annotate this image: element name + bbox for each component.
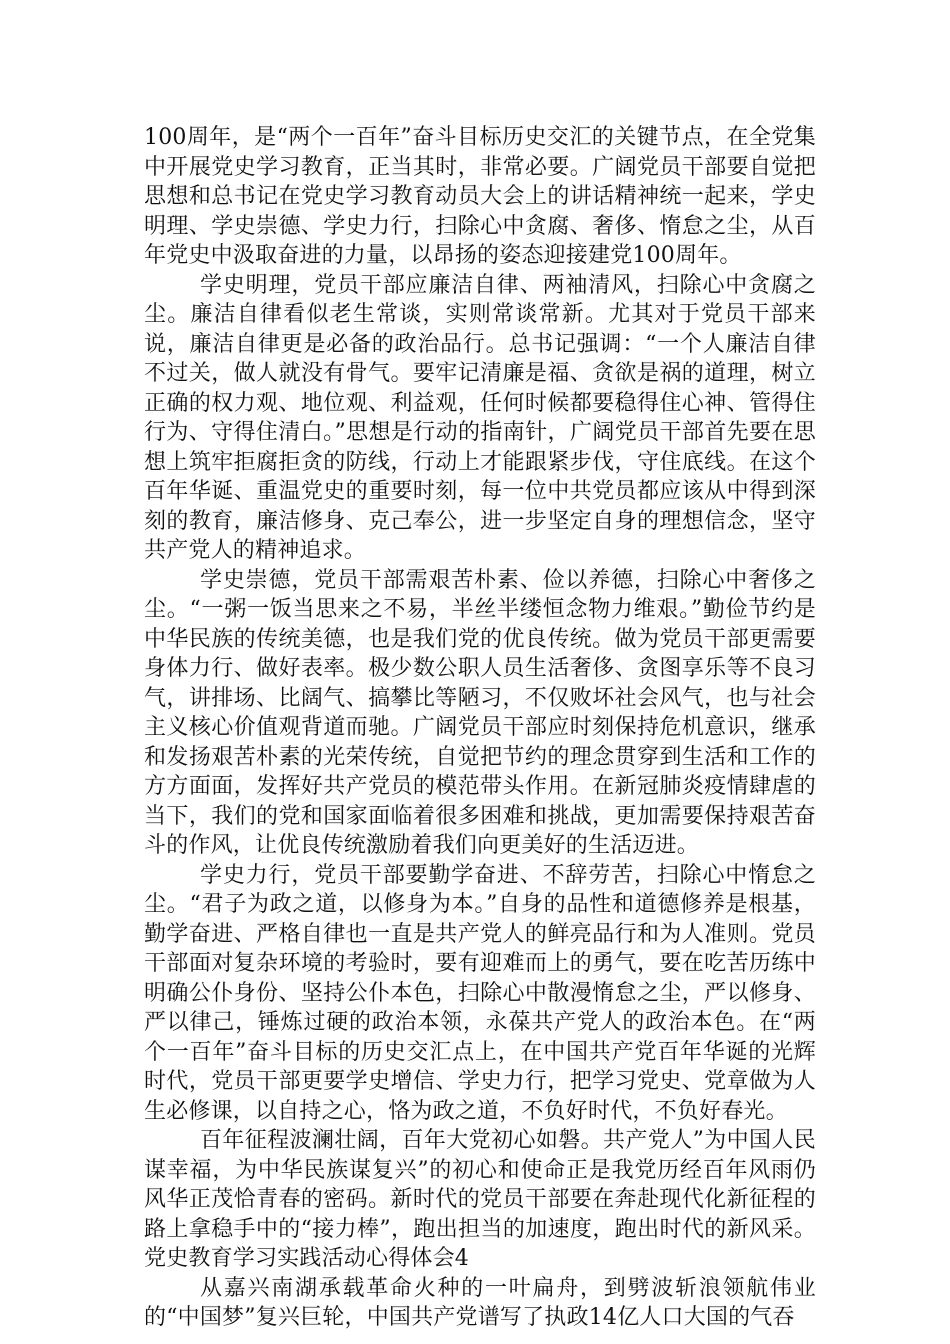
- paragraph-learn-virtue: 学史崇德，党员干部需艰苦朴素、俭以养德，扫除心中奢侈之尘。“一粥一饭当思来之不易，半丝半缕恒念物力维艰。”勤俭节约是中华民族的传统美德，也是我们党的优良传统。做为党员干部更需要身体力行、做好表率。极少数公职人员生活奢侈、贪图享乐等不良习气，讲排场、比阔气、搞攀比等陋习，不仅败坏社会风气，也与社会主义核心价值观背道而驰。广阔党员干部应时刻保持危机意识，继承和发扬艰苦朴素的光荣传统，自觉把节约的理念贯穿到生活和工作的方方面面，发挥好共产党员的模范带头作用。在新冠肺炎疫情肆虐的当下，我们的党和国家面临着很多困难和挑战，更加需要保持艰苦奋斗的作风，让优良传统激励着我们向更美好的生活迈进。: [144, 567, 816, 858]
- paragraph-learn-reason: 学史明理，党员干部应廉洁自律、两袖清风，扫除心中贪腐之尘。廉洁自律看似老生常谈，实则常谈常新。尤其对于党员干部来说，廉洁自律更是必备的政治品行。总书记强调：“一个人廉洁自律不过关，做人就没有骨气。要牢记清廉是福、贪欲是祸的道理，树立正确的权力观、地位观、利益观，任何时候都要稳得住心神、管得住行为、守得住清白。”思想是行动的指南针，广阔党员干部首先要在思想上筑牢拒腐拒贪的防线，行动上才能跟紧步伐，守住底线。在这个百年华诞、重温党史的重要时刻，每一位中共党员都应该从中得到深刻的教育，廉洁修身、克己奉公，进一步坚定自身的理想信念，坚守共产党人的精神追求。: [144, 272, 816, 563]
- paragraph-intro: 100周年，是“两个一百年”奋斗目标历史交汇的关键节点，在全党集中开展党史学习教育，正当其时，非常必要。广阔党员干部要自觉把思想和总书记在党史学习教育动员大会上的讲话精神统一起来，学史明理、学史崇德、学史力行，扫除心中贪腐、奢侈、惰怠之尘，从百年党史中汲取奋进的力量，以昂扬的姿态迎接建党100周年。: [144, 125, 816, 268]
- document-body: [144, 123, 816, 1333]
- paragraph-conclusion: 百年征程波澜壮阔，百年大党初心如磐。共产党人”为中国人民谋幸福，为中华民族谋复兴”的初心和使命正是我党历经百年风雨仍风华正茂恰青春的密码。新时代的党员干部要在奔赴现代化新征程的路上拿稳手中的“接力棒”，跑出担当的加速度，跑出时代的新风采。党史教育学习实践活动心得体会4: [144, 1128, 816, 1271]
- paragraph-next-essay: 从嘉兴南湖承载革命火种的一叶扁舟，到劈波斩浪领航伟业的“中国梦”复兴巨轮，中国共产党谱写了执政14亿人口大国的气吞: [144, 1275, 816, 1330]
- paragraph-learn-action: 学史力行，党员干部要勤学奋进、不辞劳苦，扫除心中惰怠之尘。“君子为政之道，以修身为本。”自身的品性和道德修养是根基，勤学奋进、严格自律也一直是共产党人的鲜亮品行和为人准则。党员干部面对复杂环境的考验时，要有迎难而上的勇气，要在吃苦历练中明确公仆身份、坚持公仆本色，扫除心中散漫惰怠之尘，严以修身、严以律己，锤炼过硬的政治本领，永葆共产党人的政治本色。在“两个一百年”奋斗目标的历史交汇点上，在中国共产党百年华诞的光辉时代，党员干部更要学史增信、学史力行，把学习党史、党章做为人生必修课，以自持之心，恪为政之道，不负好时代，不负好春光。: [144, 862, 816, 1124]
